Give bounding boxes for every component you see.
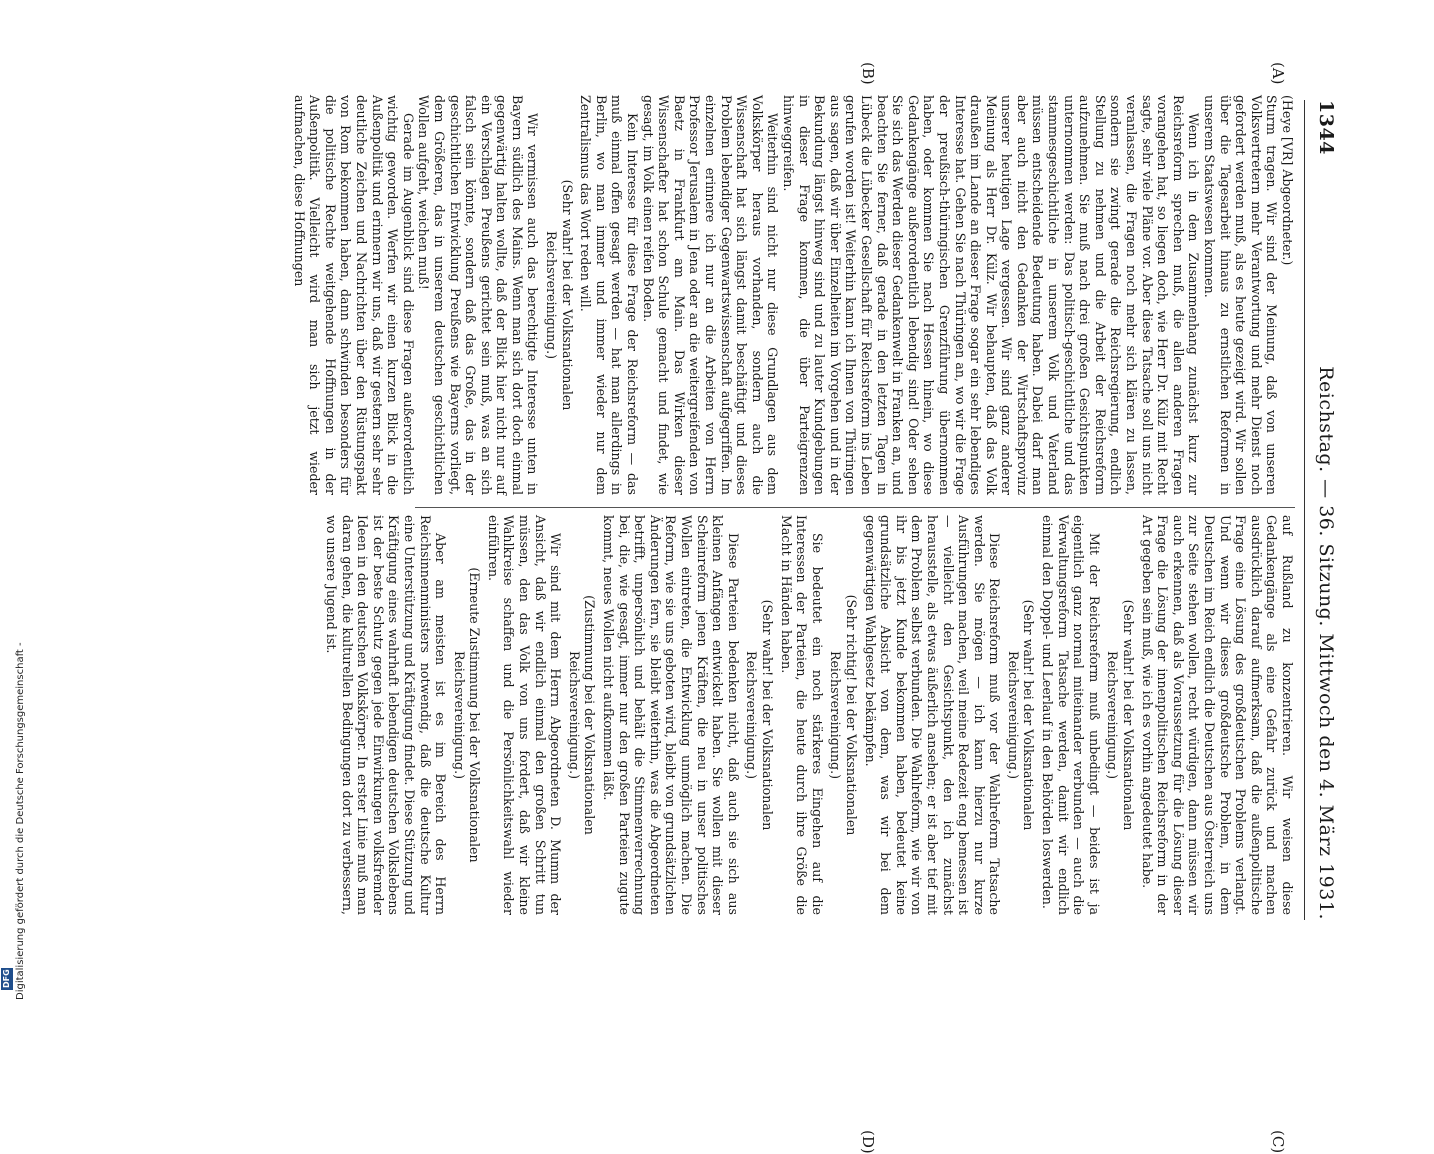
column-rule: [415, 507, 1295, 508]
paragraph: Diese Parteien bedenken nicht, daß auch sie sich aus kleinen Anfängen entwickelt haben. Sie wollen mit dieser Scheinreform jenen Kräften, die neu in unser politisches Wollen eintreten, die Entwicklung unmöglich machen. Die Reform, wie sie uns geboten wird, bleibt von grundsätzlichen Änderungen fern, sie bleibt weiterhin, was die Abgeordneten betrifft, unpersönlich und behält die Stimmenverrechnung bei, die, wie gesagt, immer nur den großen Parteien zugute kommt, neues Wollen nicht aufkommen läßt.: [601, 515, 741, 915]
margin-letter-b: (B): [859, 62, 877, 85]
interjection: (Sehr richtig! bei der Volksnationalen Reichsvereinigung.): [828, 594, 859, 836]
margin-letter-c: (C): [1269, 1130, 1287, 1154]
left-column: [291, 95, 1295, 495]
interjection: (Zustimmung bei der Volksnationalen Reichsvereinigung.): [566, 595, 598, 835]
interjection: (Sehr wahr! bei der Volksnationalen Reichsvereinigung.): [744, 599, 775, 831]
margin-letter-a: (A): [1269, 62, 1287, 85]
paragraph: Aber am meisten ist es im Bereich des Herrn Reichsinnenministers notwendig, daß die deutsche Kultur eine Unterstützung und Kräftigung findet. Diese Stützung und Kräftigung eines wahrhaft lebendigen deutschen Volkslebens ist der beste Schutz gegen jede Einwirkungen volksfremder Ideen in den deutschen Volkskörper. In erster Linie muß man daran gehen, die kulturellen Bedingungen dort zu verbessern, wo unsere Jugend ist.: [323, 515, 449, 915]
page-number: 1344: [1315, 100, 1337, 155]
paragraph: Diese Reichsreform muß vor der Wahlreform Tatsache werden. Sie mögen — ich kann hierzu nur kurze Ausführungen machen, weil meine Redezeit eng bemessen ist — vielleicht den Gesichtspunkt, den ich zunächst herausstelle, als etwas äußerlich ansehen; er ist aber tief mit dem Problem selbst verbunden. Die Wahlreform, wie wir von ihr bis jetzt Kunde bekommen haben, bedeutet keine grundsätzliche Absicht von dem, was wir bei dem gegenwärtigen Wahlgesetz bekämpfen.: [862, 515, 1003, 915]
speaker-line: (Heye [VR] Abgeordneter.): [1280, 95, 1295, 266]
paragraph: Sie bedeutet ein noch stärkeres Eingehen auf die Interessen der Parteien, die heute durch ihre Größe die Macht in Händen haben.: [778, 515, 825, 915]
interjection: (Sehr wahr! bei der Volksnationalen Reichsvereinigung.): [1005, 599, 1037, 831]
margin-letter-d: (D): [859, 1130, 877, 1154]
paragraph: Weiterhin sind nicht nur diese Grundlagen aus dem Volkskörper heraus vorhanden, sondern auch die Wissenschaft hat sich längst damit beschäftigt und dieses Problem lebendiger Gegenwartswissenschaft aufgegriffen. Im einzelnen erinnere ich nur an die Arbeiten von Herrn Professor Jerusalem in Jena oder an die weitergreifenden von Baetz in Frankfurt am Main. Das Wirken dieser Wissenschafter hat schon Schule gemacht und findet, wie gesagt, im Volk einen reifen Boden.: [640, 95, 781, 495]
right-column: [323, 515, 1295, 915]
paragraph: Kein Interesse für diese Frage der Reichsreform — das muß einmal offen gesagt werden — hat man allerdings in Berlin, wo man immer und immer wieder nur dem Zentralismus das Wort reden will.: [578, 95, 641, 495]
paragraph: Gerade im Augenblick sind diese Fragen außerordentlich wichtig geworden. Werfen wir einen kurzen Blick in die Außenpolitik und erinnern wir uns, daß wir gestern sehr sehr deutliche Zeichen und Nachrichten über den Rüstungspakt von Rom bekommen haben, dann schwinden besonders für die politische Rechte weitgehende Hoffnungen in der Außenpolitik. Vielleicht wird man sich jetzt wieder aufmachen, diese Hoffnungen: [291, 95, 416, 495]
interjection: (Sehr wahr! bei der Volksnationalen Reichsvereinigung.): [1105, 599, 1137, 831]
running-head: [1304, 100, 1337, 920]
interjection: (Sehr wahr! bei der Volksnationalen Reichsvereinigung.): [544, 179, 575, 411]
paragraph: Sturm tragen. Wir sind der Meinung, daß von unseren Volksvertretern mehr Verantwortung und mehr Dienst noch gefordert werden muß, als es heute gezeigt wird. Wir sollen über die Tagesarbeit hinaus zu ernstlichen Reformen in unserem Staatswesen kommen.: [1202, 95, 1280, 495]
dfg-logo: DFG: [2, 969, 11, 989]
paragraph: Wir vermissen auch das berechtigte Interesse unten in Bayern südlich des Mains. Wenn man sich dort doch einmal gegenwärtig halten wollte, daß der Blick hier nicht nur auf ein Verschlagen Preußens gerichtet sein muß, was an sich falsch sein könnte, sondern daß das Große, das in der geschichtlichen Entwicklung Preußens wie Bayerns vorliegt, dem Größeren, das in unserem deutschen geschichtlichen Wollen aufgeht, weichen muß!: [416, 95, 541, 495]
paragraph: Mit der Reichsreform muß unbedingt — beides ist ja eigentlich ganz normal miteinander verbunden — auch die Verwaltungsreform Tatsache werden, damit wir endlich einmal den Doppel- und Leerlauf in den Behörden loswerden.: [1040, 515, 1102, 915]
paragraph: Wir sind mit dem Herrn Abgeordneten D. Mumm der Ansicht, daß wir endlich einmal den großen Schritt tun müssen, den das Volk von uns fordert, daß wir kleine Wahlkreise schaffen und die Persönlichkeitswahl wieder einführen.: [485, 515, 564, 915]
side-credit: [0, 0, 26, 1000]
interjection: (Erneute Zustimmung bei der Volksnationalen Reichsvereinigung.): [451, 567, 483, 863]
paragraph: Wenn ich in dem Zusammenhang zunächst kurz zur Reichsreform sprechen muß, die allen anderen Fragen vorangehen hat, so liegen doch, wie Herr Dr. Külz mit Recht sagte, sehr viele Pläne vor. Aber diese Tatsache soll uns nicht veranlassen, die Fragen noch mehr sich klären zu lassen, sondern sie zwingt gerade die Reichsregierung, endlich Stellung zu nehmen und die Arbeit der Reichsreform aufzunehmen. Sie muß nach drei großen Gesichtspunkten unternommen werden: Das politisch-geschichtliche und das stammesgeschichtliche in unserem Volk und Vaterland müssen entscheidende Bedeutung haben. Dabei darf man aber auch nicht den Gedanken der Wirtschaftsprovinz unserer heutigen Lage vergessen. Wir sind ganz anderer Meinung als Herr Dr. Külz. Wir behaupten, daß das Volk draußen im Lande an dieser Frage sogar ein sehr lebendiges Interesse hat. Gehen Sie nach Thüringen an, wo wir die Frage der preußisch-thüringischen Grenzführung übernommen haben, oder kommen Sie nach Hessen hinein, wo diese Gedankengänge außerordentlich lebendig sind! Oder sehen Sie sich das Werden dieser Gedankenwelt in Franken an, und beachten Sie ferner, daß gerade in den letzten Tagen in Lübeck die Lübecker Gesellschaft für Reichsreform ins Leben gerufen worden ist! Weiterhin kann ich Ihnen von Thüringen aus sagen, daß wir über Einzelheiten im Vorgehen und in der Bekundung längst hinweg sind und zu lauter Kundgebungen in dieser Frage kommen, die über Parteigrenzen hinweggreifen.: [781, 95, 1202, 495]
rotated-page: [127, 0, 1347, 1154]
digitization-credit: Digitalisierung gefördert durch die Deutsche Forschungsgemeinschaft -: [15, 642, 26, 1000]
paragraph: auf Rußland zu konzentrieren. Wir weisen diese Gedankengänge als eine Gefahr zurück und machen ausdrücklich darauf aufmerksam, daß die außenpolitische Frage eine Lösung des großdeutschen Problems verlangt. Und wenn wir dieses großdeutsche Problem, in dem Deutschen im Reich endlich die Deutschen aus Österreich uns zur Seite stehen wollen, recht würdigen, dann müssen wir auch erkennen, daß als Voraussetzung für die Lösung dieser Frage die Lösung der innenpolitischen Reichsreform in der Art gegeben sein muß, wie ich es vorhin angedeutet habe.: [1139, 515, 1295, 915]
page-title: Reichstag. — 36. Sitzung. Mittwoch den 4. März 1931.: [1315, 366, 1337, 920]
